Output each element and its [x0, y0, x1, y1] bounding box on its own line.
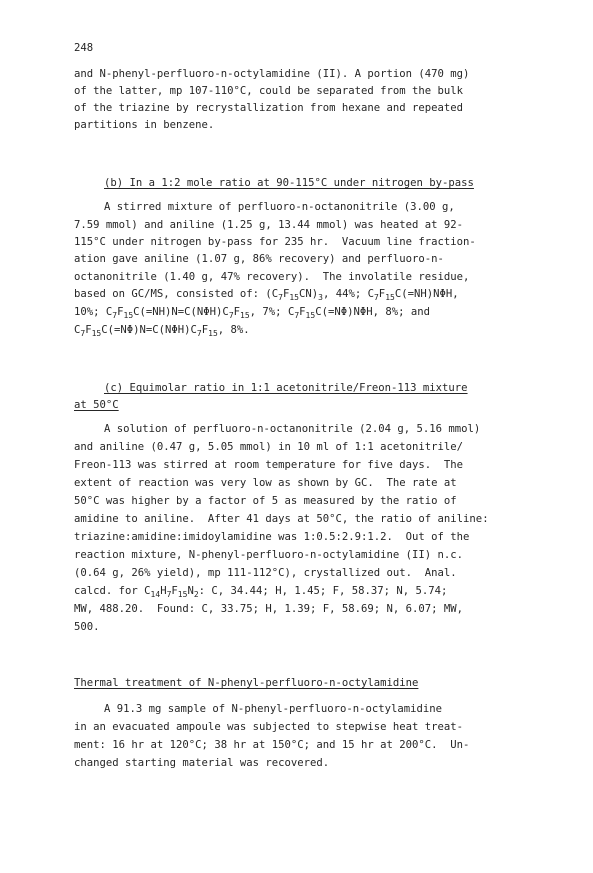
formula-text: C(=NΦ)NΦH, 8%; and — [315, 306, 430, 318]
text-line: of the triazine by recrystallization from hexane and repeated — [74, 102, 464, 114]
formula-text: H — [160, 585, 167, 597]
formula-text: F — [171, 585, 178, 597]
subscript: 15 — [385, 293, 395, 302]
subscript: 7 — [294, 311, 300, 320]
section-heading-continued: at 50°C — [74, 399, 119, 411]
subscript: 14 — [150, 590, 161, 599]
text-line: (0.64 g, 26% yield), mp 111-112°C), crystallized out. Anal. — [74, 567, 457, 579]
formula-line — [74, 287, 459, 301]
text-line: MW, 488.20. Found: C, 33.75; H, 1.39; F, 58.69; N, 6.07; MW, — [74, 603, 464, 615]
formula-line — [74, 584, 447, 598]
formula-text: C(=NH)N=C(NΦH)C — [133, 306, 229, 318]
text-line: A solution of perfluoro-n-octanonitrile (2.04 g, 5.16 mmol) — [104, 423, 481, 435]
formula-text: 10%; C — [74, 306, 113, 318]
text-line: and N-phenyl-perfluoro-n-octylamidine (II). A portion (470 mg) — [74, 68, 470, 80]
page-number: 248 — [74, 42, 94, 54]
subscript: 15 — [177, 590, 188, 599]
subscript: 15 — [289, 293, 299, 302]
subscript: 7 — [196, 329, 202, 338]
subscript: 7 — [278, 293, 283, 302]
subscript: 2 — [193, 590, 199, 599]
text-line: 500. — [74, 621, 100, 633]
formula-line — [74, 305, 430, 319]
formula-text: calcd. for C — [74, 585, 151, 597]
text-line: in an evacuated ampoule was subjected to stepwise heat treat- — [74, 721, 464, 733]
text-line: amidine to aniline. After 41 days at 50°C, the ratio of aniline: — [74, 513, 489, 525]
text-line: reaction mixture, N-phenyl-perfluoro-n-octylamidine (II) n.c. — [74, 549, 464, 561]
subscript: 15 — [305, 311, 316, 320]
formula-text: , 44%; C — [322, 288, 374, 300]
subscript: 15 — [208, 329, 218, 338]
formula-text: C(=NΦ)N=C(NΦH)C — [101, 324, 197, 336]
formula-text: F — [233, 306, 241, 318]
formula-text: C — [74, 324, 81, 336]
text-line: and aniline (0.47 g, 5.05 mmol) in 10 ml of 1:1 acetonitrile/ — [74, 441, 464, 453]
text-line: extent of reaction was very low as shown by GC. The rate at — [74, 477, 457, 489]
formula-text: , 7%; C — [249, 306, 295, 318]
subscript: 15 — [240, 311, 250, 320]
section-heading: Thermal treatment of N-phenyl-perfluoro-n-octylamidine — [74, 677, 419, 689]
text-line: changed starting material was recovered. — [74, 757, 330, 769]
formula-text: C(=NH)NΦH, — [394, 288, 459, 300]
formula-text: , 8%. — [217, 324, 250, 336]
text-line: partitions in benzene. — [74, 119, 215, 131]
formula-text: F — [85, 324, 92, 336]
text-line: ation gave aniline (1.07 g, 86% recovery) and perfluoro-n- — [74, 253, 444, 265]
subscript: 15 — [123, 311, 134, 320]
subscript: 7 — [112, 311, 118, 320]
text-line: 7.59 mmol) and aniline (1.25 g, 13.44 mmol) was heated at 92- — [74, 219, 464, 231]
text-line: triazine:amidine:imidoylamidine was 1:0.5:2.9:1.2. Out of the — [74, 531, 470, 543]
formula-text: F — [282, 288, 290, 300]
formula-line — [74, 323, 250, 337]
formula-text: CN) — [298, 288, 319, 300]
subscript: 7 — [228, 311, 234, 320]
formula-text: based on GC/MS, consisted of: (C — [74, 288, 279, 300]
formula-text: F — [378, 288, 386, 300]
text-line: 115°C under nitrogen by-pass for 235 hr. Vacuum line fraction- — [74, 236, 476, 248]
text-line: 50°C was higher by a factor of 5 as measured by the ratio of — [74, 495, 457, 507]
subscript: 3 — [318, 293, 323, 302]
formula-text: F — [201, 324, 209, 336]
text-line: Freon-113 was stirred at room temperature for five days. The — [74, 459, 464, 471]
section-heading: (b) In a 1:2 mole ratio at 90-115°C under nitrogen by-pass — [104, 177, 474, 189]
formula-text: : C, 34.44; H, 1.45; F, 58.37; N, 5.74; — [198, 585, 448, 597]
text-line: A stirred mixture of perfluoro-n-octanonitrile (3.00 g, — [104, 201, 455, 213]
text-line: A 91.3 mg sample of N-phenyl-perfluoro-n-octylamidine — [104, 703, 443, 715]
subscript: 15 — [91, 329, 102, 338]
formula-text: F — [117, 306, 124, 318]
section-heading: (c) Equimolar ratio in 1:1 acetonitrile/Freon-113 mixture — [104, 382, 468, 394]
subscript: 7 — [373, 293, 379, 302]
subscript: 7 — [166, 590, 172, 599]
text-line: octanonitrile (1.40 g, 47% recovery). The involatile residue, — [74, 271, 470, 283]
subscript: 7 — [80, 329, 86, 338]
formula-text: F — [299, 306, 306, 318]
text-line: of the latter, mp 107-110°C, could be separated from the bulk — [74, 85, 464, 97]
formula-text: N — [187, 585, 194, 597]
text-line: ment: 16 hr at 120°C; 38 hr at 150°C; and 15 hr at 200°C. Un- — [74, 739, 470, 751]
